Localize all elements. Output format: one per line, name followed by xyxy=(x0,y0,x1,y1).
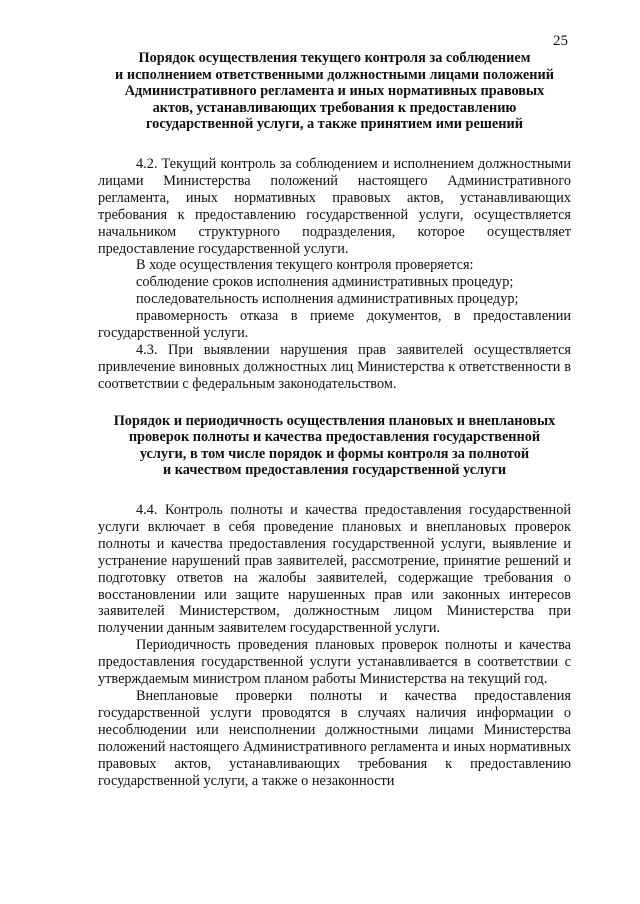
paragraph-checklist-intro: В ходе осуществления текущего контроля проверяется: xyxy=(136,257,474,274)
page-content xyxy=(98,50,571,789)
heading-line: государственной услуги, а также принятием ими решений xyxy=(146,116,523,133)
heading-line: Порядок осуществления текущего контроля за соблюдением xyxy=(138,50,531,66)
paragraph-4-4: 4.4. Контроль полноты и качества предоставления государственной услуги включает в себя проведение плановых и внеплановых проверок полноты и качества предоставления государственной услуги, выявление и устранение нарушений прав заявителей, рассмотрение, принятие решений и подготовку ответов на жалобы заявителей, содержащие требования о восстановлении или защите нарушенных прав или законных интересов заявителей Министерством, должностным лицом Министерства при получении данным заявителем государственной услуги. xyxy=(98,502,571,637)
paragraph-check-refusal: правомерность отказа в приеме документов, в предоставлении государственной услуги. xyxy=(98,308,571,342)
heading-line: Порядок и периодичность осуществления плановых и внеплановых xyxy=(113,412,556,429)
heading-line: актов, устанавливающих требования к предоставлению xyxy=(152,99,517,116)
paragraph-4-3: 4.3. При выявлении нарушения прав заявителей осуществляется привлечение виновных должностных лиц Министерства к ответственности в соответствии с федеральным законодательством. xyxy=(98,341,571,392)
paragraph-check-deadlines: соблюдение сроков исполнения административных процедур; xyxy=(136,274,514,291)
paragraph-4-2: 4.2. Текущий контроль за соблюдением и исполнением должностными лицами Министерства положений настоящего Административного регламента, иных нормативных правовых актов, устанавливающих требования к предоставлению государственной услуги, осуществляется начальником структурного подразделения, которое осуществляет предоставление государственной услуги. xyxy=(98,155,571,257)
heading-line: услуги, в том числе порядок и формы контроля за полнотой xyxy=(139,445,530,462)
page-number: 25 xyxy=(553,33,568,49)
section-heading-current-control xyxy=(98,50,571,133)
paragraph-planned-inspections: Периодичность проведения плановых проверок полноты и качества предоставления государственной услуги устанавливается в соответствии с утверждаемым министром планом работы Министерства на текущий год. xyxy=(98,637,571,688)
section-body-inspections xyxy=(98,502,571,789)
heading-line: и качеством предоставления государственной услуги xyxy=(162,462,507,479)
paragraph-unplanned-inspections: Внеплановые проверки полноты и качества предоставления государственной услуги проводятся в случаях наличия информации о несоблюдении или неисполнении должностными лицами Министерства положений настоящего Административного регламента и иных нормативных правовых актов, устанавливающих требования к предоставлению государственной услуги, а также о незаконности xyxy=(98,688,571,789)
heading-line: Административного регламента и иных нормативных правовых xyxy=(124,83,545,100)
section-body-current-control xyxy=(98,156,571,393)
heading-line: и исполнением ответственными должностными лицами положений xyxy=(115,66,554,83)
section-heading-inspections xyxy=(98,413,571,479)
heading-line: проверок полноты и качества предоставления государственной xyxy=(128,429,541,446)
paragraph-check-sequence: последовательность исполнения административных процедур; xyxy=(136,291,519,308)
